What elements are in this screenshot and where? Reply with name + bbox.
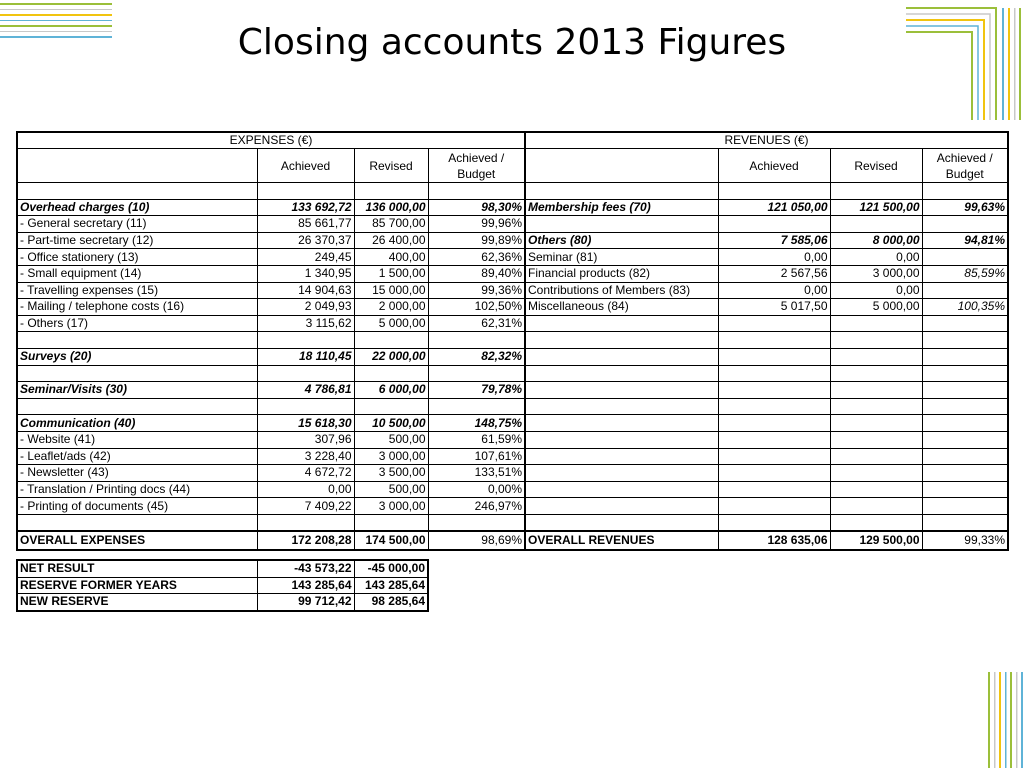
expense-achieved-cell: 4 786,81 xyxy=(257,382,354,399)
revenue-label-cell xyxy=(525,514,718,531)
revenue-achieved-cell xyxy=(718,514,830,531)
expense-label-cell: - Mailing / telephone costs (16) xyxy=(17,299,257,316)
revenue-ratio-cell xyxy=(922,382,1008,399)
revenue-revised-cell xyxy=(830,448,922,465)
revenue-achieved-cell xyxy=(718,415,830,432)
expense-ratio-cell: 79,78% xyxy=(428,382,525,399)
accounts-table xyxy=(16,131,1009,551)
result-value-cell: 143 285,64 xyxy=(354,577,428,594)
expense-achieved-cell xyxy=(257,365,354,382)
overall-expenses-label-cell: OVERALL EXPENSES xyxy=(17,531,257,550)
expense-revised-cell: 5 000,00 xyxy=(354,315,428,332)
revenue-revised-cell xyxy=(830,415,922,432)
expense-revised-cell: 500,00 xyxy=(354,481,428,498)
revenue-ratio-cell: 100,35% xyxy=(922,299,1008,316)
expense-revised-cell xyxy=(354,183,428,200)
overall-revenues-label-cell: OVERALL REVENUES xyxy=(525,531,718,550)
expense-label-cell xyxy=(17,183,257,200)
expense-ratio-cell: 148,75% xyxy=(428,415,525,432)
table-row xyxy=(17,498,1008,515)
expense-achieved-cell: 1 340,95 xyxy=(257,265,354,282)
expense-label-cell: - Small equipment (14) xyxy=(17,265,257,282)
expenses-ratio-header: Achieved / Budget xyxy=(428,149,525,183)
revenue-ratio-cell xyxy=(922,398,1008,415)
expense-ratio-cell: 82,32% xyxy=(428,348,525,365)
table-row xyxy=(17,265,1008,282)
expense-ratio-cell: 107,61% xyxy=(428,448,525,465)
expense-revised-cell: 2 000,00 xyxy=(354,299,428,316)
revenue-revised-cell xyxy=(830,382,922,399)
expense-ratio-cell: 246,97% xyxy=(428,498,525,515)
expense-label-cell: Overhead charges (10) xyxy=(17,199,257,216)
expense-revised-cell xyxy=(354,514,428,531)
revenue-achieved-cell xyxy=(718,398,830,415)
revenue-revised-cell: 121 500,00 xyxy=(830,199,922,216)
table-row xyxy=(17,415,1008,432)
expense-ratio-cell: 99,96% xyxy=(428,216,525,233)
revenue-achieved-cell xyxy=(718,382,830,399)
revenue-achieved-cell xyxy=(718,498,830,515)
revenue-label-cell xyxy=(525,382,718,399)
expense-label-cell: - Website (41) xyxy=(17,431,257,448)
slide-title: Closing accounts 2013 Figures xyxy=(237,22,787,63)
expense-revised-cell: 400,00 xyxy=(354,249,428,266)
expense-revised-cell: 26 400,00 xyxy=(354,232,428,249)
revenue-achieved-cell xyxy=(718,431,830,448)
revenue-label-cell xyxy=(525,498,718,515)
expense-achieved-cell: 26 370,37 xyxy=(257,232,354,249)
revenue-ratio-cell xyxy=(922,282,1008,299)
expense-ratio-cell: 61,59% xyxy=(428,431,525,448)
expense-revised-cell: 15 000,00 xyxy=(354,282,428,299)
expense-achieved-cell xyxy=(257,398,354,415)
revenue-label-cell xyxy=(525,448,718,465)
result-value-cell: 143 285,64 xyxy=(257,577,354,594)
revenue-achieved-cell xyxy=(718,216,830,233)
expense-achieved-cell: 18 110,45 xyxy=(257,348,354,365)
revenue-revised-cell xyxy=(830,183,922,200)
expense-achieved-cell: 4 672,72 xyxy=(257,465,354,482)
table-row xyxy=(17,398,1008,415)
table-row xyxy=(17,282,1008,299)
result-row xyxy=(17,594,428,611)
revenue-ratio-cell: 85,59% xyxy=(922,265,1008,282)
revenue-label-cell xyxy=(525,348,718,365)
section-header-row xyxy=(17,132,1008,149)
totals-row xyxy=(17,531,1008,550)
revenue-ratio-cell xyxy=(922,348,1008,365)
expense-revised-cell: 500,00 xyxy=(354,431,428,448)
revenue-revised-cell xyxy=(830,431,922,448)
expense-achieved-cell: 3 115,62 xyxy=(257,315,354,332)
expense-revised-cell xyxy=(354,398,428,415)
revenue-label-cell xyxy=(525,365,718,382)
result-value-cell: 99 712,42 xyxy=(257,594,354,611)
expense-revised-cell: 136 000,00 xyxy=(354,199,428,216)
revenue-achieved-cell: 121 050,00 xyxy=(718,199,830,216)
revenue-revised-cell xyxy=(830,315,922,332)
revenue-ratio-cell xyxy=(922,332,1008,349)
expense-ratio-cell xyxy=(428,398,525,415)
expense-achieved-cell: 15 618,30 xyxy=(257,415,354,432)
expense-label-cell: Surveys (20) xyxy=(17,348,257,365)
expense-achieved-cell: 0,00 xyxy=(257,481,354,498)
expense-label-cell: - General secretary (11) xyxy=(17,216,257,233)
table-row xyxy=(17,348,1008,365)
revenue-label-cell: Financial products (82) xyxy=(525,265,718,282)
revenue-revised-cell xyxy=(830,514,922,531)
expense-revised-cell: 1 500,00 xyxy=(354,265,428,282)
expense-label-cell xyxy=(17,332,257,349)
table-row xyxy=(17,365,1008,382)
revenue-revised-cell: 0,00 xyxy=(830,282,922,299)
revenue-achieved-cell xyxy=(718,365,830,382)
revenue-label-cell: Contributions of Members (83) xyxy=(525,282,718,299)
revenue-label-cell xyxy=(525,431,718,448)
revenue-achieved-cell: 5 017,50 xyxy=(718,299,830,316)
expense-ratio-cell xyxy=(428,514,525,531)
expense-achieved-cell: 133 692,72 xyxy=(257,199,354,216)
revenue-label-cell: Membership fees (70) xyxy=(525,199,718,216)
result-label-cell: RESERVE FORMER YEARS xyxy=(17,577,257,594)
revenue-label-cell xyxy=(525,398,718,415)
revenue-ratio-cell xyxy=(922,498,1008,515)
result-row xyxy=(17,577,428,594)
revenue-achieved-cell: 0,00 xyxy=(718,282,830,299)
revenue-revised-cell: 3 000,00 xyxy=(830,265,922,282)
revenue-ratio-cell xyxy=(922,448,1008,465)
revenue-label-cell xyxy=(525,415,718,432)
expense-achieved-cell: 85 661,77 xyxy=(257,216,354,233)
revenue-label-cell xyxy=(525,465,718,482)
expense-ratio-cell: 62,31% xyxy=(428,315,525,332)
revenue-revised-cell xyxy=(830,465,922,482)
expense-achieved-cell: 3 228,40 xyxy=(257,448,354,465)
expense-label-cell: - Leaflet/ads (42) xyxy=(17,448,257,465)
revenues-revised-header: Revised xyxy=(830,149,922,183)
revenue-ratio-cell xyxy=(922,431,1008,448)
revenue-label-cell xyxy=(525,216,718,233)
overall-expenses-ratio-cell: 98,69% xyxy=(428,531,525,550)
column-header-row xyxy=(17,149,1008,183)
revenue-revised-cell: 0,00 xyxy=(830,249,922,266)
expense-revised-cell: 22 000,00 xyxy=(354,348,428,365)
revenue-ratio-cell xyxy=(922,465,1008,482)
result-row xyxy=(17,560,428,577)
expense-achieved-cell xyxy=(257,183,354,200)
expense-ratio-cell: 89,40% xyxy=(428,265,525,282)
expense-achieved-cell: 2 049,93 xyxy=(257,299,354,316)
result-table xyxy=(16,559,429,612)
result-value-cell: 98 285,64 xyxy=(354,594,428,611)
expense-label-cell: - Others (17) xyxy=(17,315,257,332)
corner-stripes-bottom-right xyxy=(984,672,1024,768)
expense-label-cell: - Travelling expenses (15) xyxy=(17,282,257,299)
expense-label-cell: - Part-time secretary (12) xyxy=(17,232,257,249)
revenue-achieved-cell xyxy=(718,481,830,498)
revenue-label-cell xyxy=(525,183,718,200)
expense-achieved-cell: 7 409,22 xyxy=(257,498,354,515)
revenue-label-cell xyxy=(525,315,718,332)
table-row xyxy=(17,465,1008,482)
expense-label-cell: - Office stationery (13) xyxy=(17,249,257,266)
table-row xyxy=(17,183,1008,200)
revenue-ratio-cell xyxy=(922,365,1008,382)
revenue-label-cell: Others (80) xyxy=(525,232,718,249)
revenue-achieved-cell xyxy=(718,448,830,465)
result-label-cell: NET RESULT xyxy=(17,560,257,577)
expense-revised-cell: 3 500,00 xyxy=(354,465,428,482)
overall-revenues-ratio-cell: 99,33% xyxy=(922,531,1008,550)
table-row xyxy=(17,199,1008,216)
expense-ratio-cell: 99,89% xyxy=(428,232,525,249)
table-row xyxy=(17,431,1008,448)
revenue-achieved-cell xyxy=(718,315,830,332)
revenue-achieved-cell: 2 567,56 xyxy=(718,265,830,282)
expense-label-cell xyxy=(17,514,257,531)
table-row xyxy=(17,232,1008,249)
revenue-ratio-cell xyxy=(922,514,1008,531)
overall-revenues-revised-cell: 129 500,00 xyxy=(830,531,922,550)
result-value-cell: -45 000,00 xyxy=(354,560,428,577)
result-label-cell: NEW RESERVE xyxy=(17,594,257,611)
expense-label-cell xyxy=(17,398,257,415)
table-row xyxy=(17,448,1008,465)
expense-ratio-cell xyxy=(428,332,525,349)
revenue-ratio-cell xyxy=(922,216,1008,233)
expense-label-cell: - Printing of documents (45) xyxy=(17,498,257,515)
expenses-header: EXPENSES (€) xyxy=(17,132,525,149)
expense-achieved-cell xyxy=(257,514,354,531)
revenue-achieved-cell: 7 585,06 xyxy=(718,232,830,249)
expense-ratio-cell: 102,50% xyxy=(428,299,525,316)
expense-revised-cell xyxy=(354,332,428,349)
expense-achieved-cell xyxy=(257,332,354,349)
table-row xyxy=(17,481,1008,498)
expense-label-cell xyxy=(17,365,257,382)
table-row xyxy=(17,249,1008,266)
expense-ratio-cell: 99,36% xyxy=(428,282,525,299)
revenue-ratio-cell xyxy=(922,249,1008,266)
revenue-ratio-cell: 94,81% xyxy=(922,232,1008,249)
expense-ratio-cell: 133,51% xyxy=(428,465,525,482)
revenue-ratio-cell xyxy=(922,315,1008,332)
revenue-ratio-cell xyxy=(922,481,1008,498)
expense-label-cell: Communication (40) xyxy=(17,415,257,432)
revenue-revised-cell xyxy=(830,216,922,233)
revenue-label-cell: Seminar (81) xyxy=(525,249,718,266)
revenues-label-header xyxy=(525,149,718,183)
expense-achieved-cell: 249,45 xyxy=(257,249,354,266)
expense-ratio-cell xyxy=(428,183,525,200)
revenue-revised-cell: 8 000,00 xyxy=(830,232,922,249)
expense-ratio-cell: 0,00% xyxy=(428,481,525,498)
revenue-revised-cell xyxy=(830,398,922,415)
revenue-revised-cell xyxy=(830,332,922,349)
expenses-achieved-header: Achieved xyxy=(257,149,354,183)
revenue-achieved-cell xyxy=(718,332,830,349)
revenue-ratio-cell: 99,63% xyxy=(922,199,1008,216)
revenue-revised-cell xyxy=(830,481,922,498)
result-value-cell: -43 573,22 xyxy=(257,560,354,577)
revenue-achieved-cell xyxy=(718,183,830,200)
expense-achieved-cell: 14 904,63 xyxy=(257,282,354,299)
expense-revised-cell: 3 000,00 xyxy=(354,448,428,465)
expense-ratio-cell: 98,30% xyxy=(428,199,525,216)
revenue-revised-cell: 5 000,00 xyxy=(830,299,922,316)
revenue-ratio-cell xyxy=(922,415,1008,432)
expense-revised-cell: 85 700,00 xyxy=(354,216,428,233)
revenue-revised-cell xyxy=(830,365,922,382)
table-row xyxy=(17,315,1008,332)
table-row xyxy=(17,332,1008,349)
expense-revised-cell: 3 000,00 xyxy=(354,498,428,515)
expense-revised-cell xyxy=(354,365,428,382)
expenses-revised-header: Revised xyxy=(354,149,428,183)
revenue-achieved-cell: 0,00 xyxy=(718,249,830,266)
revenue-revised-cell xyxy=(830,348,922,365)
expense-achieved-cell: 307,96 xyxy=(257,431,354,448)
revenue-label-cell xyxy=(525,481,718,498)
expense-label-cell: - Newsletter (43) xyxy=(17,465,257,482)
revenues-achieved-header: Achieved xyxy=(718,149,830,183)
table-row xyxy=(17,216,1008,233)
expense-label-cell: - Translation / Printing docs (44) xyxy=(17,481,257,498)
revenue-label-cell: Miscellaneous (84) xyxy=(525,299,718,316)
revenue-achieved-cell xyxy=(718,348,830,365)
overall-expenses-achieved-cell: 172 208,28 xyxy=(257,531,354,550)
expense-label-cell: Seminar/Visits (30) xyxy=(17,382,257,399)
expense-revised-cell: 6 000,00 xyxy=(354,382,428,399)
revenue-achieved-cell xyxy=(718,465,830,482)
revenue-ratio-cell xyxy=(922,183,1008,200)
overall-expenses-revised-cell: 174 500,00 xyxy=(354,531,428,550)
overall-revenues-achieved-cell: 128 635,06 xyxy=(718,531,830,550)
revenue-label-cell xyxy=(525,332,718,349)
revenue-revised-cell xyxy=(830,498,922,515)
expense-ratio-cell: 62,36% xyxy=(428,249,525,266)
expense-revised-cell: 10 500,00 xyxy=(354,415,428,432)
revenues-ratio-header: Achieved / Budget xyxy=(922,149,1008,183)
table-row xyxy=(17,299,1008,316)
table-row xyxy=(17,514,1008,531)
table-row xyxy=(17,382,1008,399)
expense-ratio-cell xyxy=(428,365,525,382)
expenses-label-header xyxy=(17,149,257,183)
revenues-header: REVENUES (€) xyxy=(525,132,1008,149)
